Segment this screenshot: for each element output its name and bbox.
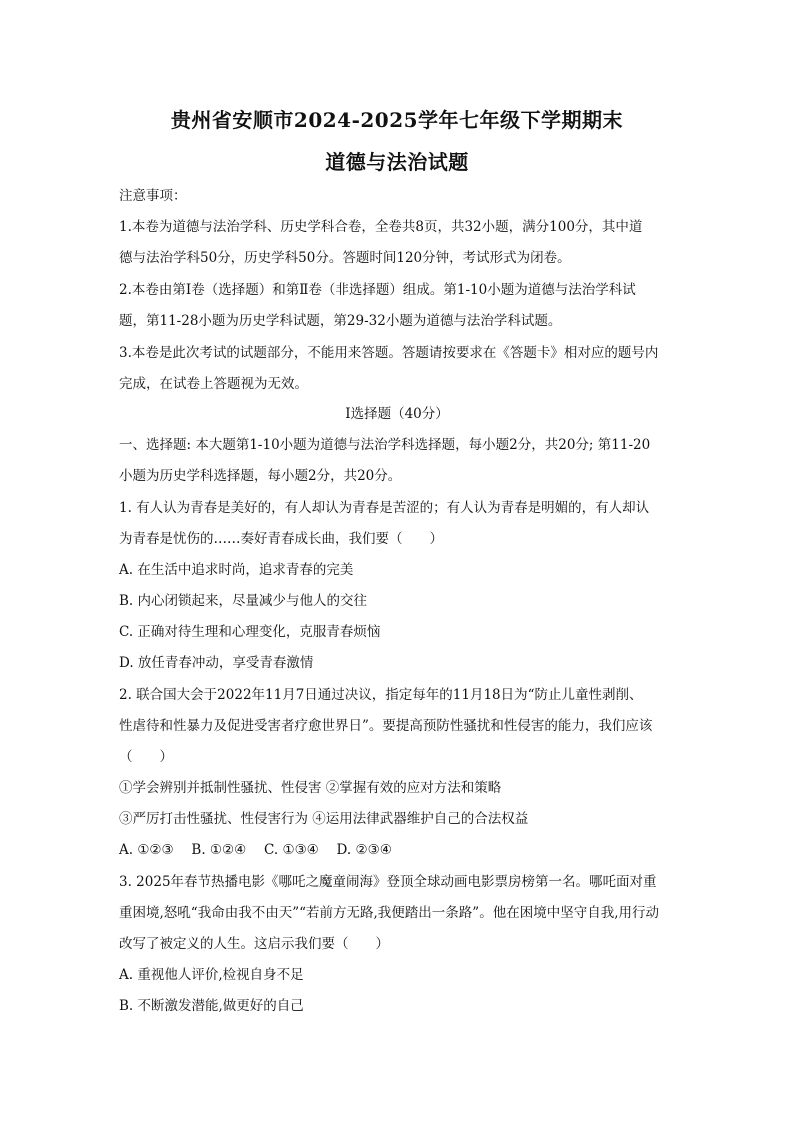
section-title: Ⅰ选择题（40分） [345,406,449,422]
q3-stem-line-2: 重困境,怒吼“我命由我不由天”“若前方无路,我便踏出一条路”。他在困境中坚守自我,用行动 [119,905,659,921]
q2-options: A. ①②③ B. ①②④ C. ①③④ D. ②③④ [119,842,392,858]
q1-stem-line-1: 1. 有人认为青春是美好的，有人却认为青春是苦涩的；有人认为青春是明媚的，有人却认 [119,500,650,516]
q1-option-d: D. 放任青春冲动，享受青春激情 [119,655,314,671]
section-intro-line-1: 一、选择题: 本大题第1-10小题为道德与法治学科选择题，每小题2分，共20分; 第11-20 [119,437,651,453]
q3-option-b: B. 不断激发潜能,做更好的自己 [119,998,304,1014]
q2-stem-line-1: 2. 联合国大会于2022年11月7日通过决议，指定每年的11月18日为“防止儿童性剥削、 [119,687,643,703]
exam-title: 贵州省安顺市2024-2025学年七年级下学期期末 [170,108,624,132]
q2-stem-line-3: （ ） [119,749,173,765]
notes-heading: 注意事项： [119,188,187,204]
note-3-line-2: 完成，在试卷上答题视为无效。 [119,376,308,392]
note-1-line-2: 德与法治学科50分，历史学科50分。答题时间120分钟，考试形式为闭卷。 [119,250,571,266]
q1-option-a: A. 在生活中追求时尚，追求青春的完美 [119,562,354,578]
note-3-line-1: 3.本卷是此次考试的试题部分，不能用来答题。答题请按要求在《答题卡》相对应的题号内 [119,345,659,361]
q2-items-line-1: ①学会辨别并抵制性骚扰、性侵害 ②掌握有效的应对方法和策略 [119,780,502,796]
q1-stem-line-2: 为青春是忧伤的……奏好青春成长曲，我们要（ ） [119,531,443,547]
q1-option-b: B. 内心闭锁起来，尽量减少与他人的交往 [119,593,368,609]
note-2-line-2: 题，第11-28小题为历史学科试题，第29-32小题为道德与法治学科试题。 [119,313,562,329]
q1-option-c: C. 正确对待生理和心理变化，克服青春烦恼 [119,624,381,640]
q2-stem-line-2: 性虐待和性暴力及促进受害者疗愈世界日”。要提高预防性骚扰和性侵害的能力，我们应该 [119,718,653,734]
q3-option-a: A. 重视他人评价,检视自身不足 [119,967,304,983]
q2-items-line-2: ③严厉打击性骚扰、性侵害行为 ④运用法律武器维护自己的合法权益 [119,811,529,827]
q3-stem-line-3: 改写了被定义的人生。这启示我们要（ ） [119,936,389,952]
note-2-line-1: 2.本卷由第Ⅰ卷（选择题）和第Ⅱ卷（非选择题）组成。第1-10小题为道德与法治学科试 [119,282,636,298]
q3-stem-line-1: 3. 2025年春节热播电影《哪吒之魔童闹海》登顶全球动画电影票房榜第一名。哪吒面对重 [119,874,657,890]
section-intro-line-2: 小题为历史学科选择题，每小题2分，共20分。 [119,468,402,484]
note-1-line-1: 1.本卷为道德与法治学科、历史学科合卷，全卷共8页，共32小题，满分100分，其中道 [119,219,643,235]
exam-subtitle: 道德与法治试题 [325,150,469,174]
